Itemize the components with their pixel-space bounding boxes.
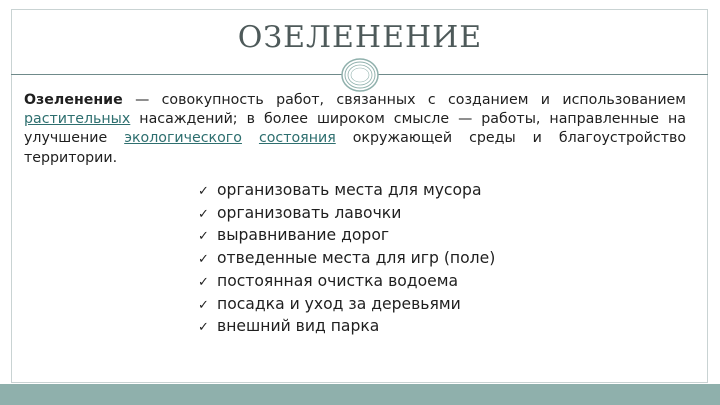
list-item-text: выравнивание дорог bbox=[217, 226, 390, 245]
list-item-text: посадка и уход за деревьями bbox=[217, 294, 461, 313]
slide-title: ОЗЕЛЕНЕНИЕ bbox=[237, 20, 483, 55]
definition-paragraph bbox=[24, 91, 686, 168]
list-item bbox=[198, 225, 495, 248]
checkmark-icon: ✓ bbox=[198, 229, 209, 245]
definition-term: Озеленение bbox=[24, 92, 123, 108]
list-item-text: постоянная очистка водоема bbox=[217, 271, 459, 290]
link-rastitelnyh[interactable]: растительных bbox=[24, 111, 131, 128]
list-item bbox=[198, 294, 495, 317]
link-ekologicheskogo[interactable]: экологического bbox=[124, 130, 242, 147]
list-item-text: организовать места для мусора bbox=[217, 181, 482, 199]
list-item-text: организовать лавочки bbox=[217, 203, 402, 222]
list-item-text: отведенные места для игр (поле) bbox=[217, 249, 496, 268]
link-sostoyaniya[interactable]: состояния bbox=[258, 130, 336, 147]
checkmark-icon: ✓ bbox=[198, 206, 209, 222]
checkmark-icon: ✓ bbox=[198, 297, 209, 313]
list-item bbox=[198, 248, 495, 271]
list-item bbox=[198, 316, 495, 339]
ornament-icon bbox=[340, 57, 380, 93]
bottom-accent-bar bbox=[0, 384, 720, 405]
definition-text-2: насаждений; в более широком смысле — работы, направленные на улучшение bbox=[24, 111, 686, 147]
definition-text-1: — совокупность работ, связанных с созданием и использованием bbox=[122, 92, 686, 108]
list-item bbox=[198, 180, 495, 203]
list-item-text: внешний вид парка bbox=[217, 317, 380, 336]
definition-text-4: окружающей среды и благоустройство территории. bbox=[24, 130, 686, 166]
checkmark-icon: ✓ bbox=[198, 320, 209, 336]
checkmark-icon: ✓ bbox=[198, 184, 209, 199]
checkmark-icon: ✓ bbox=[198, 252, 209, 268]
list-item bbox=[198, 203, 495, 226]
checklist bbox=[198, 180, 495, 339]
list-item bbox=[198, 271, 495, 294]
checkmark-icon: ✓ bbox=[198, 274, 209, 290]
definition-text-3 bbox=[242, 130, 259, 146]
